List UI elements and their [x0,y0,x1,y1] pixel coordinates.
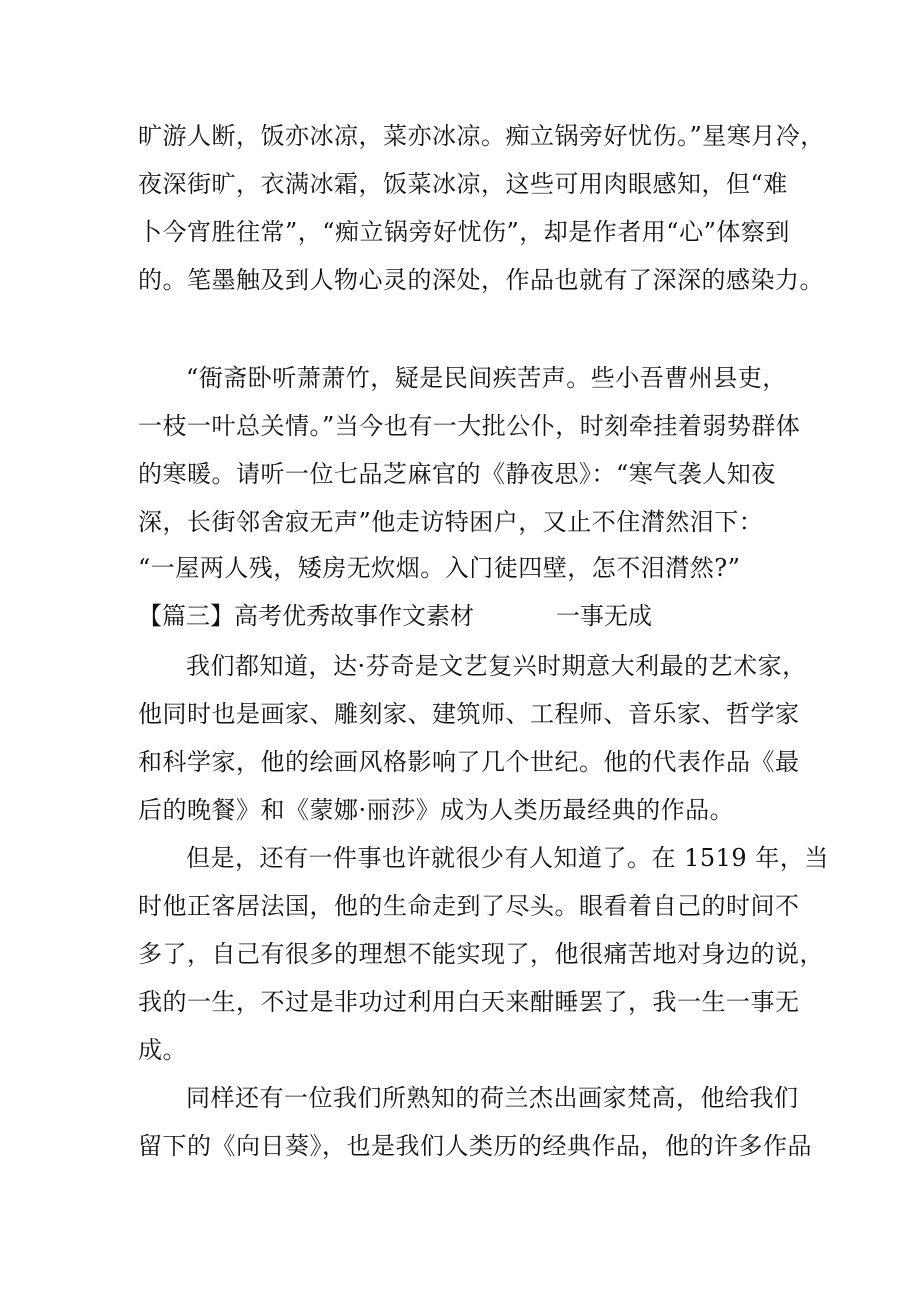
paragraph-5-line-2: 留下的《向日葵》，也是我们人类历的经典作品，他的许多作品 [138,1132,812,1160]
section-heading-subtitle: 一事无成 [556,602,652,630]
paragraph-4-line-5: 成。 [138,1036,187,1064]
paragraph-3-line-3: 和科学家，他的绘画风格影响了几个世纪。他的代表作品《最 [138,748,800,776]
paragraph-3-line-2: 他同时也是画家、雕刻家、建筑师、工程师、音乐家、哲学家 [138,700,800,728]
paragraph-1-line-4: 的。笔墨触及到人物心灵的深处，作品也就有了深深的感染力。 [138,266,824,294]
paragraph-2-line-5: “一屋两人残，矮房无炊烟。入门徒四壁，怎不泪潸然?” [138,554,741,582]
paragraph-3-line-1: 我们都知道，达·芬奇是文艺复兴时期意大利最的艺术家， [186,652,807,680]
paragraph-1-line-1: 旷游人断，饭亦冰凉，菜亦冰凉。痴立锅旁好忧伤。”星寒月冷， [138,122,825,150]
paragraph-2-line-2: 一枝一叶总关情。”当今也有一大批公仆，时刻牵挂着弱势群体 [138,412,801,440]
paragraph-2-line-4: 深，长街邻舍寂无声”他走访特困户，又止不住潸然泪下： [138,508,764,536]
paragraph-4-line-2: 时他正客居法国，他的生命走到了尽头。眼看着自己的时间不 [138,892,800,920]
paragraph-4-line-1: 但是，还有一件事也许就很少有人知道了。在 1519 年，当 [186,844,829,872]
section-heading-title: 【篇三】高考优秀故事作文素材 [138,602,474,630]
paragraph-2-line-3: 的寒暖。请听一位七品芝麻官的《静夜思》：“寒气袭人知夜 [138,460,776,488]
paragraph-4-line-4: 我的一生，不过是非功过利用白天来酣睡罢了，我一生一事无 [138,988,800,1016]
paragraph-4-line-3: 多了，自己有很多的理想不能实现了，他很痛苦地对身边的说， [138,940,824,968]
paragraph-3-line-4: 后的晚餐》和《蒙娜·丽莎》成为人类历最经典的作品。 [138,796,735,824]
paragraph-1-line-3: 卜今宵胜往常”，“痴立锅旁好忧伤”，却是作者用“心”体察到 [138,218,790,246]
paragraph-5-line-1: 同样还有一位我们所熟知的荷兰杰出画家梵高，他给我们 [186,1084,799,1112]
paragraph-1-line-2: 夜深街旷，衣满冰霜，饭菜冰凉，这些可用肉眼感知，但“难 [138,170,788,198]
paragraph-2-line-1: “衙斋卧听萧萧竹，疑是民间疾苦声。些小吾曹州县吏， [186,364,787,392]
